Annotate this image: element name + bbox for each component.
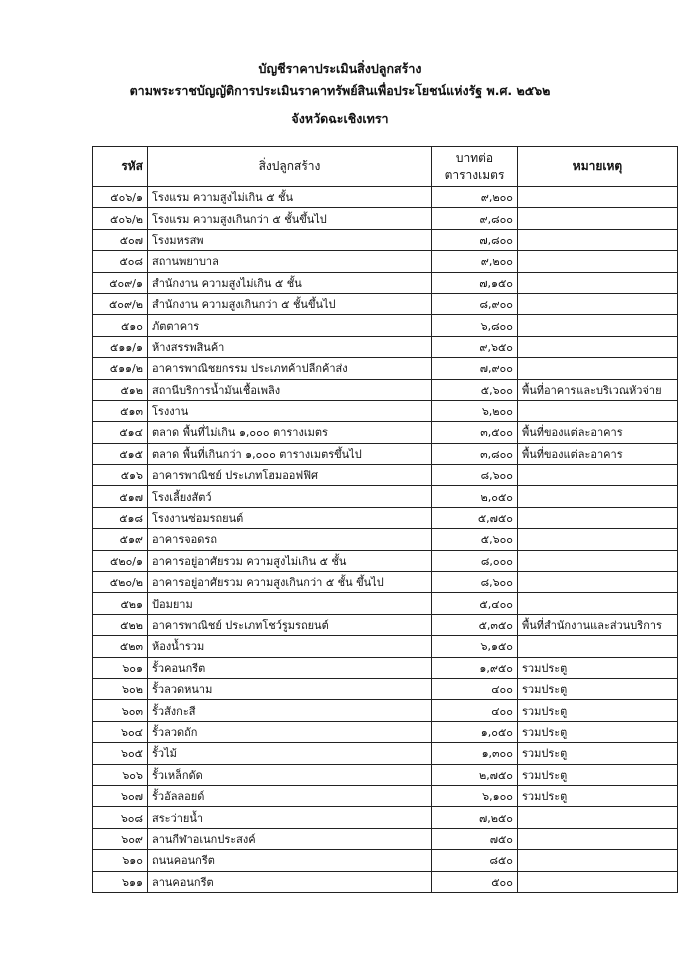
table-body (93, 187, 678, 893)
cell-code: ๕๑๓ (93, 400, 148, 421)
cell-price: ๓,๕๐๐ (432, 422, 518, 443)
table-row (93, 657, 678, 678)
cell-name: รั้วไม้ (148, 743, 432, 764)
table-row (93, 529, 678, 550)
cell-price: ๘,๖๐๐ (432, 572, 518, 593)
table-row (93, 764, 678, 785)
cell-price: ๕๐๐ (432, 871, 518, 892)
table-row (93, 208, 678, 229)
cell-note (518, 593, 678, 614)
table-row (93, 700, 678, 721)
table-row (93, 871, 678, 892)
table-row (93, 422, 678, 443)
cell-name: รั้วอัลลอยด์ (148, 785, 432, 806)
cell-name: โรงแรม ความสูงเกินกว่า ๕ ชั้นขึ้นไป (148, 208, 432, 229)
cell-code: ๕๐๙/๒ (93, 293, 148, 314)
cell-code: ๕๑๖ (93, 465, 148, 486)
table-row (93, 593, 678, 614)
cell-name: โรงงานซ่อมรถยนต์ (148, 507, 432, 528)
cell-note (518, 572, 678, 593)
cell-price: ๗,๒๕๐ (432, 807, 518, 828)
cell-price: ๔๐๐ (432, 700, 518, 721)
cell-price: ๖,๒๐๐ (432, 400, 518, 421)
cell-code: ๕๑๐ (93, 315, 148, 336)
cell-name: ภัตตาคาร (148, 315, 432, 336)
cell-code: ๕๑๒ (93, 379, 148, 400)
table-row (93, 550, 678, 571)
cell-note (518, 850, 678, 871)
table-row (93, 828, 678, 849)
table-row (93, 400, 678, 421)
cell-note (518, 529, 678, 550)
cell-name: ห้างสรรพสินค้า (148, 336, 432, 357)
cell-note (518, 828, 678, 849)
cell-price: ๖,๑๐๐ (432, 785, 518, 806)
cell-code: ๕๑๘ (93, 507, 148, 528)
cell-name: สำนักงาน ความสูงไม่เกิน ๕ ชั้น (148, 272, 432, 293)
table-row (93, 636, 678, 657)
cell-price: ๙,๒๐๐ (432, 187, 518, 208)
cell-note (518, 807, 678, 828)
cell-price: ๕,๖๐๐ (432, 379, 518, 400)
cell-price: ๘,๙๐๐ (432, 293, 518, 314)
cell-code: ๖๑๐ (93, 850, 148, 871)
table-row (93, 187, 678, 208)
table-row (93, 229, 678, 250)
cell-price: ๙,๖๕๐ (432, 336, 518, 357)
cell-code: ๖๐๗ (93, 785, 148, 806)
cell-price: ๘๕๐ (432, 850, 518, 871)
cell-note (518, 293, 678, 314)
cell-code: ๖๐๓ (93, 700, 148, 721)
cell-name: โรงแรม ความสูงไม่เกิน ๕ ชั้น (148, 187, 432, 208)
cell-note (518, 871, 678, 892)
cell-name: รั้วลวดถัก (148, 721, 432, 742)
cell-note (518, 336, 678, 357)
table-row (93, 293, 678, 314)
cell-code: ๕๒๒ (93, 614, 148, 635)
cell-note (518, 550, 678, 571)
table-row (93, 251, 678, 272)
cell-code: ๕๑๑/๑ (93, 336, 148, 357)
cell-code: ๖๐๖ (93, 764, 148, 785)
cell-price: ๙,๒๐๐ (432, 251, 518, 272)
cell-code: ๖๑๑ (93, 871, 148, 892)
table-row (93, 486, 678, 507)
cell-code: ๖๐๒ (93, 678, 148, 699)
cell-code: ๕๒๐/๒ (93, 572, 148, 593)
header-price (432, 147, 518, 187)
cell-code: ๕๑๔ (93, 422, 148, 443)
cell-price: ๑,๙๕๐ (432, 657, 518, 678)
cell-note (518, 400, 678, 421)
cell-code: ๕๐๗ (93, 229, 148, 250)
cell-note (518, 636, 678, 657)
table-header-row (93, 147, 678, 187)
cell-code: ๖๐๕ (93, 743, 148, 764)
cell-code: ๕๒๑ (93, 593, 148, 614)
header-note: หมายเหตุ (518, 147, 678, 187)
cell-name: สถานพยาบาล (148, 251, 432, 272)
cell-name: สำนักงาน ความสูงเกินกว่า ๕ ชั้นขึ้นไป (148, 293, 432, 314)
cell-note: รวมประตู (518, 743, 678, 764)
cell-price: ๒,๗๕๐ (432, 764, 518, 785)
cell-price: ๗,๙๐๐ (432, 358, 518, 379)
cell-note: รวมประตู (518, 700, 678, 721)
cell-price: ๑,๓๐๐ (432, 743, 518, 764)
cell-note (518, 272, 678, 293)
header-price-line2: ตารางเมตร (444, 167, 505, 182)
cell-price: ๘,๖๐๐ (432, 465, 518, 486)
table-row (93, 678, 678, 699)
cell-price: ๘,๐๐๐ (432, 550, 518, 571)
cell-price: ๗๕๐ (432, 828, 518, 849)
cell-name: โรงเลี้ยงสัตว์ (148, 486, 432, 507)
table-row (93, 785, 678, 806)
cell-note: รวมประตู (518, 657, 678, 678)
cell-note (518, 507, 678, 528)
cell-code: ๕๐๘ (93, 251, 148, 272)
cell-name: อาคารพาณิชย์ ประเภทโชว์รูมรถยนต์ (148, 614, 432, 635)
cell-name: โรงมหรสพ (148, 229, 432, 250)
cell-code: ๖๐๘ (93, 807, 148, 828)
cell-code: ๕๑๕ (93, 443, 148, 464)
table-row (93, 743, 678, 764)
cell-note: พื้นที่ของแต่ละอาคาร (518, 443, 678, 464)
cell-name: รั้วสังกะสี (148, 700, 432, 721)
cell-code: ๖๐๙ (93, 828, 148, 849)
cell-name: โรงงาน (148, 400, 432, 421)
cell-price: ๗,๘๐๐ (432, 229, 518, 250)
table-row (93, 850, 678, 871)
cell-name: รั้วลวดหนาม (148, 678, 432, 699)
table-row (93, 807, 678, 828)
table-row (93, 443, 678, 464)
cell-name: อาคารพาณิชย์ ประเภทโฮมออฟฟิศ (148, 465, 432, 486)
cell-price: ๒,๐๕๐ (432, 486, 518, 507)
cell-name: รั้วคอนกรีต (148, 657, 432, 678)
cell-code: ๕๐๖/๒ (93, 208, 148, 229)
cell-name: ตลาด พื้นที่เกินกว่า ๑,๐๐๐ ตารางเมตรขึ้นไป (148, 443, 432, 464)
cell-note (518, 315, 678, 336)
table-row (93, 336, 678, 357)
cell-price: ๕,๗๕๐ (432, 507, 518, 528)
cell-note: รวมประตู (518, 678, 678, 699)
cell-price: ๙,๘๐๐ (432, 208, 518, 229)
cell-code: ๕๒๓ (93, 636, 148, 657)
cell-code: ๖๐๑ (93, 657, 148, 678)
cell-price: ๓,๘๐๐ (432, 443, 518, 464)
price-table (92, 146, 678, 893)
cell-name: ป้อมยาม (148, 593, 432, 614)
cell-code: ๕๑๑/๒ (93, 358, 148, 379)
cell-note (518, 187, 678, 208)
table-row (93, 572, 678, 593)
cell-code: ๕๑๗ (93, 486, 148, 507)
cell-price: ๕,๓๕๐ (432, 614, 518, 635)
document-title: บัญชีราคาประเมินสิ่งปลูกสร้าง (258, 61, 422, 76)
table-row (93, 315, 678, 336)
cell-note (518, 208, 678, 229)
cell-code: ๕๐๙/๑ (93, 272, 148, 293)
cell-note (518, 251, 678, 272)
header-name: สิ่งปลูกสร้าง (148, 147, 432, 187)
table-row (93, 272, 678, 293)
province-name: จังหวัดฉะเชิงเทรา (291, 111, 389, 126)
cell-name: อาคารอยู่อาศัยรวม ความสูงไม่เกิน ๕ ชั้น (148, 550, 432, 571)
cell-note: พื้นที่ของแต่ละอาคาร (518, 422, 678, 443)
table-row (93, 721, 678, 742)
cell-note: พื้นที่อาคารและบริเวณหัวจ่าย (518, 379, 678, 400)
table-row (93, 614, 678, 635)
cell-name: รั้วเหล็กดัด (148, 764, 432, 785)
cell-name: อาคารพาณิชยกรรม ประเภทค้าปลีกค้าส่ง (148, 358, 432, 379)
cell-name: สระว่ายน้ำ (148, 807, 432, 828)
cell-note: รวมประตู (518, 721, 678, 742)
cell-note: รวมประตู (518, 764, 678, 785)
cell-name: ลานคอนกรีต (148, 871, 432, 892)
table-row (93, 507, 678, 528)
table-row (93, 358, 678, 379)
cell-name: ถนนคอนกรีต (148, 850, 432, 871)
cell-price: ๖,๑๕๐ (432, 636, 518, 657)
cell-code: ๖๐๔ (93, 721, 148, 742)
cell-note: รวมประตู (518, 785, 678, 806)
cell-note (518, 229, 678, 250)
header-code: รหัส (93, 147, 148, 187)
document-subtitle: ตามพระราชบัญญัติการประเมินราคาทรัพย์สินเพื่อประโยชน์แห่งรัฐ พ.ศ. ๒๕๖๒ (129, 83, 551, 98)
cell-name: ลานกีฬาอเนกประสงค์ (148, 828, 432, 849)
cell-note: พื้นที่สำนักงานและส่วนบริการ (518, 614, 678, 635)
cell-note (518, 358, 678, 379)
header-price-line1: บาทต่อ (455, 150, 494, 165)
cell-name: อาคารจอดรถ (148, 529, 432, 550)
cell-code: ๕๐๖/๑ (93, 187, 148, 208)
cell-code: ๕๑๙ (93, 529, 148, 550)
cell-price: ๗,๑๕๐ (432, 272, 518, 293)
cell-price: ๖,๘๐๐ (432, 315, 518, 336)
cell-price: ๑,๐๕๐ (432, 721, 518, 742)
cell-price: ๔๐๐ (432, 678, 518, 699)
cell-name: ห้องน้ำรวม (148, 636, 432, 657)
cell-code: ๕๒๐/๑ (93, 550, 148, 571)
table-row (93, 465, 678, 486)
cell-name: สถานีบริการน้ำมันเชื้อเพลิง (148, 379, 432, 400)
table-row (93, 379, 678, 400)
cell-name: ตลาด พื้นที่ไม่เกิน ๑,๐๐๐ ตารางเมตร (148, 422, 432, 443)
cell-price: ๕,๖๐๐ (432, 529, 518, 550)
cell-name: อาคารอยู่อาศัยรวม ความสูงเกินกว่า ๕ ชั้น ขึ้นไป (148, 572, 432, 593)
cell-price: ๕,๔๐๐ (432, 593, 518, 614)
cell-note (518, 486, 678, 507)
cell-note (518, 465, 678, 486)
